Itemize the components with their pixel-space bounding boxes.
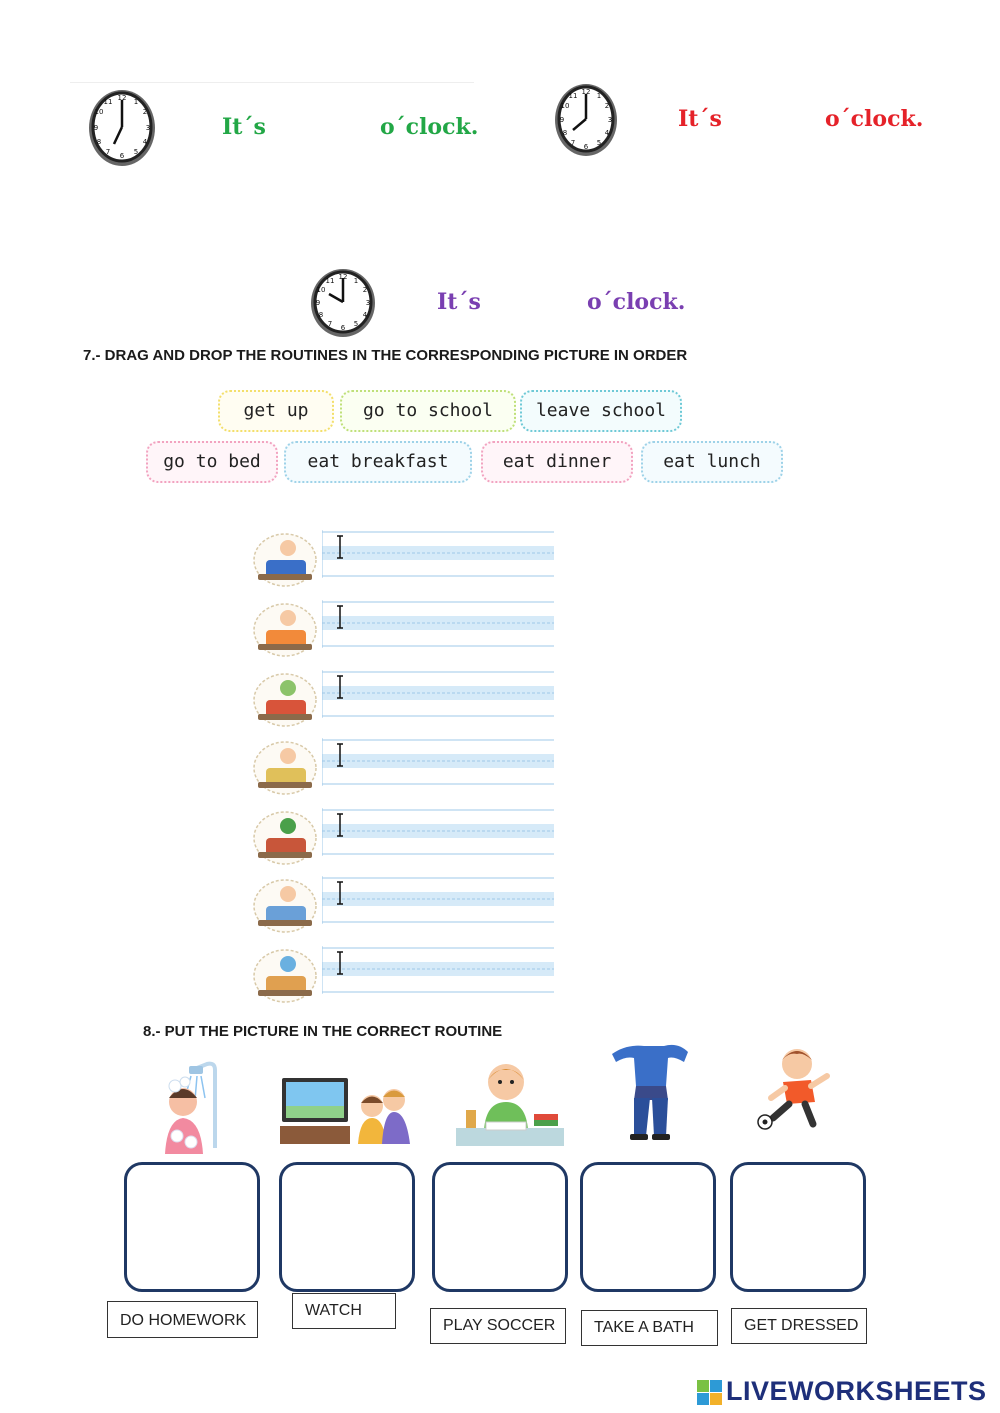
watch-tv-icon — [280, 1076, 412, 1148]
svg-text:6: 6 — [340, 324, 346, 332]
clock-oclock-label: o´clock. — [380, 114, 479, 140]
routine-tag-eat-lunch[interactable]: eat lunch — [641, 441, 783, 483]
svg-text:6: 6 — [583, 143, 589, 151]
liveworksheets-logo-icon — [697, 1380, 723, 1406]
play-soccer-icon — [753, 1046, 833, 1132]
drop-box[interactable] — [580, 1162, 716, 1292]
label-do-homework[interactable]: DO HOMEWORK — [107, 1301, 258, 1338]
answer-line[interactable] — [322, 530, 554, 578]
svg-text:8: 8 — [318, 311, 324, 319]
get-dressed-icon — [608, 1040, 692, 1142]
svg-text:7: 7 — [105, 148, 111, 156]
svg-text:7: 7 — [570, 139, 576, 147]
routine-tag-get-up[interactable]: get up — [218, 390, 334, 432]
svg-text:10: 10 — [94, 108, 104, 116]
school-icon — [252, 670, 318, 728]
drop-box[interactable] — [432, 1162, 568, 1292]
drop-box[interactable] — [279, 1162, 415, 1292]
svg-text:5: 5 — [596, 139, 602, 147]
routine-tag-go-to-school[interactable]: go to school — [340, 390, 516, 432]
svg-text:11: 11 — [568, 92, 578, 100]
svg-text:3: 3 — [607, 116, 613, 124]
routine-tag-eat-dinner[interactable]: eat dinner — [481, 441, 633, 483]
svg-text:4: 4 — [604, 129, 610, 137]
clock-its-label: It´s — [222, 114, 266, 140]
section-7-heading: 7.- DRAG AND DROP THE ROUTINES IN THE CORRESPONDING PICTURE IN ORDER — [83, 347, 688, 364]
answer-line[interactable] — [322, 876, 554, 924]
svg-text:1: 1 — [596, 92, 602, 100]
drop-box[interactable] — [730, 1162, 866, 1292]
routine-tag-leave-school[interactable]: leave school — [520, 390, 682, 432]
label-take-a-bath[interactable]: TAKE A BATH — [581, 1310, 718, 1346]
svg-text:8: 8 — [562, 129, 568, 137]
clock-icon — [553, 80, 619, 158]
svg-text:11: 11 — [325, 277, 335, 285]
svg-text:11: 11 — [103, 98, 113, 106]
routine-tag-go-to-bed[interactable]: go to bed — [146, 441, 278, 483]
answer-line[interactable] — [322, 808, 554, 856]
clock-icon — [309, 266, 377, 338]
svg-text:8: 8 — [96, 138, 102, 146]
leave-school-icon — [252, 808, 318, 866]
clock-oclock-label: o´clock. — [825, 106, 924, 132]
lunch-icon — [252, 738, 318, 796]
label-get-dressed[interactable]: GET DRESSED — [731, 1308, 867, 1344]
svg-text:5: 5 — [353, 320, 359, 328]
label-watch[interactable]: WATCH — [292, 1293, 396, 1329]
dinner-icon — [252, 876, 318, 934]
routine-tag-eat-breakfast[interactable]: eat breakfast — [284, 441, 472, 483]
answer-line[interactable] — [322, 600, 554, 648]
answer-line[interactable] — [322, 946, 554, 994]
svg-text:5: 5 — [133, 148, 139, 156]
drop-box[interactable] — [124, 1162, 260, 1292]
svg-text:12: 12 — [338, 273, 348, 281]
svg-text:2: 2 — [142, 108, 148, 116]
svg-text:1: 1 — [133, 98, 139, 106]
clock-its-label: It´s — [437, 289, 481, 315]
clock-oclock-label: o´clock. — [587, 289, 686, 315]
clock-its-label: It´s — [678, 106, 722, 132]
svg-text:3: 3 — [145, 124, 151, 132]
top-divider — [70, 82, 474, 83]
svg-text:10: 10 — [560, 102, 570, 110]
svg-text:3: 3 — [365, 299, 371, 307]
answer-line[interactable] — [322, 738, 554, 786]
svg-text:10: 10 — [316, 286, 326, 294]
take-a-bath-icon — [155, 1058, 237, 1154]
section-8-heading: 8.- PUT THE PICTURE IN THE CORRECT ROUTINE — [143, 1023, 503, 1040]
bed-icon — [252, 946, 318, 1004]
svg-text:2: 2 — [362, 286, 368, 294]
svg-text:6: 6 — [119, 152, 125, 160]
svg-text:4: 4 — [362, 311, 368, 319]
svg-text:12: 12 — [117, 94, 127, 102]
svg-text:4: 4 — [142, 138, 148, 146]
svg-text:12: 12 — [581, 88, 591, 96]
svg-text:7: 7 — [327, 320, 333, 328]
svg-text:9: 9 — [93, 124, 99, 132]
wake-up-icon — [252, 530, 318, 588]
do-homework-icon — [456, 1060, 564, 1148]
svg-text:1: 1 — [353, 277, 359, 285]
liveworksheets-brand: LIVEWORKSHEETS — [726, 1376, 987, 1406]
svg-text:2: 2 — [604, 102, 610, 110]
svg-text:9: 9 — [315, 299, 321, 307]
breakfast-icon — [252, 600, 318, 658]
label-play-soccer[interactable]: PLAY SOCCER — [430, 1308, 566, 1344]
answer-line[interactable] — [322, 670, 554, 718]
clock-icon — [86, 84, 158, 168]
svg-text:9: 9 — [559, 116, 565, 124]
